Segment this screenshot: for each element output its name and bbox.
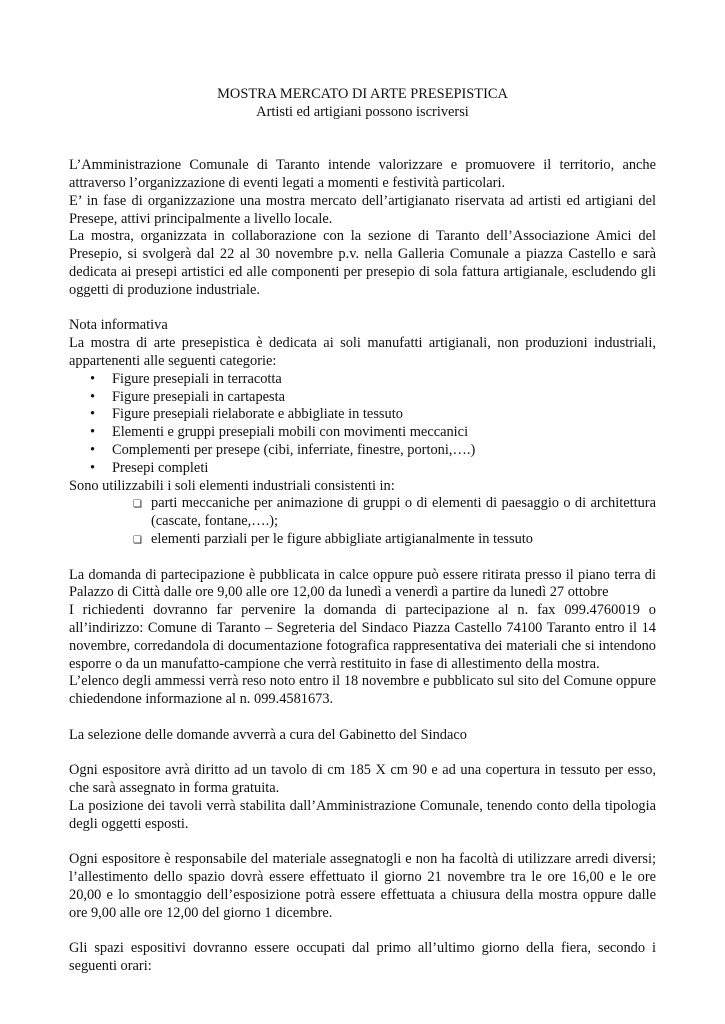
intro-paragraph-1: L’Amministrazione Comunale di Taranto intende valorizzare e promuovere il territorio, anche attraverso l’organizzazione di eventi legati a momenti e festività particolari. (69, 157, 656, 191)
list-item: ❏ parti meccaniche per animazione di gruppi o di elementi di paesaggio o di architettura (cascate, fontane,….); (69, 495, 656, 531)
industrial-list (69, 495, 656, 548)
selezione-paragraph: La selezione delle domande avverrà a cura del Gabinetto del Sindaco (69, 726, 467, 743)
tavolo-paragraph-1: Ogni espositore avrà diritto ad un tavolo di cm 185 X cm 90 e ad una copertura in tessuto per esso, che sarà assegnato in forma gratuita. (69, 762, 656, 797)
category-list (69, 371, 656, 478)
list-item: • Complementi per presepe (cibi, inferriate, finestre, portoni,….) (69, 442, 656, 460)
domanda-paragraph-1: La domanda di partecipazione è pubblicata in calce oppure può essere ritirata presso il piano terra di Palazzo di Città dalle ore 9,00 alle ore 12,00 da lunedì a venerdì a partire da lunedì 27 ottobre (69, 566, 656, 601)
spazi-paragraph: Gli spazi espositivi dovranno essere occupati dal primo all’ultimo giorno della fiera, secondo i seguenti orari: (69, 940, 656, 975)
list-item: • Presepi completi (69, 460, 656, 478)
document-title: MOSTRA MERCATO DI ARTE PRESEPISTICA (217, 86, 508, 102)
intro-paragraph-3: La mostra, organizzata in collaborazione con la sezione di Taranto dell’Associazione Amici del Presepio, si svolgerà dal 22 al 30 novembre p.v. nella Galleria Comunale a piazza Castello e sarà dedicata ai presepi artistici ed alle componenti per presepio di sola fattura artigianale, escludendo gli oggetti di produzione industriale. (69, 228, 656, 298)
document-subtitle: Artisti ed artigiani possono iscriversi (256, 103, 469, 120)
domanda-paragraph-3: L’elenco degli ammessi verrà reso noto entro il 18 novembre e pubblicato sul sito del Comune oppure chiedendone informazione al n. 099.4581673. (69, 673, 656, 708)
list-item: • Elementi e gruppi presepiali mobili con movimenti meccanici (69, 424, 656, 442)
document-body (69, 86, 656, 976)
tavolo-paragraph-2: La posizione dei tavoli verrà stabilita dall’Amministrazione Comunale, tenendo conto della tipologia degli oggetti esposti. (69, 797, 656, 832)
responsabile-paragraph: Ogni espositore è responsabile del materiale assegnatogli e non ha facoltà di utilizzare arredi diversi; l’allestimento dello spazio dovrà essere effettuato il giorno 21 novembre tra le ore 16,00 e le ore 20,00 e lo smontaggio dell’esposizione potrà essere effettuata a chiusura della mostra oppure dalle ore 9,00 alle ore 12,00 del giorno 1 dicembre. (69, 851, 656, 921)
intro-paragraph-2: E’ in fase di organizzazione una mostra mercato dell’artigianato riservata ad artisti ed artigiani del Presepe, attivi principalmente a livello locale. (69, 192, 656, 227)
industrial-text: Sono utilizzabili i soli elementi industriali consistenti in: (69, 477, 395, 494)
nota-heading: Nota informativa (69, 317, 168, 334)
list-item: • Figure presepiali rielaborate e abbigliate in tessuto (69, 406, 656, 424)
nota-text: La mostra di arte presepistica è dedicata ai soli manufatti artigianali, non produzioni industriali, appartenenti alle seguenti categorie: (69, 335, 656, 369)
list-item: • Figure presepiali in terracotta (69, 371, 656, 389)
domanda-paragraph-2: I richiedenti dovranno far pervenire la domanda di partecipazione al n. fax 099.4760019 o all’indirizzo: Comune di Taranto – Segreteria del Sindaco Piazza Castello 74100 Taranto entro il 14 novembre, corredandola di documentazione fotografica rappresentativa dei materiali che si intendono esporre o da un manufatto-campione che verrà restituito in fase di allestimento della mostra. (69, 602, 656, 672)
list-item: ❏ elementi parziali per le figure abbigliate artigianalmente in tessuto (69, 531, 656, 549)
list-item: • Figure presepiali in cartapesta (69, 389, 656, 407)
